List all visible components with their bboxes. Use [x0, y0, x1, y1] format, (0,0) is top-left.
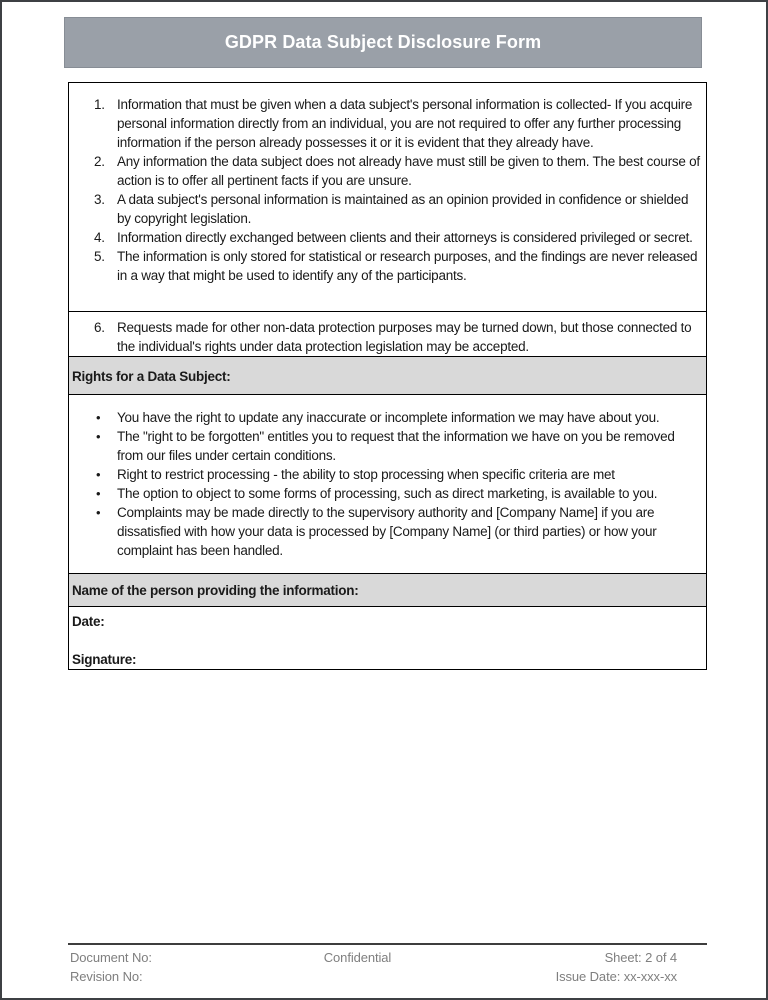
- document-title-bar: [64, 17, 702, 68]
- footer-row: [68, 948, 707, 967]
- list-number: 4.: [94, 230, 105, 245]
- list-number: 6.: [94, 320, 105, 335]
- bullet-icon: •: [96, 486, 101, 501]
- list-item: [69, 228, 702, 247]
- list-item-text: Requests made for other non-data protection purposes may be turned down, but those connected to the individual's rights under data protection legislation may be accepted.: [117, 320, 692, 354]
- list-item-text: The information is only stored for statistical or research purposes, and the findings are never released in a way that might be used to identify any of the participants.: [117, 249, 698, 283]
- signature-section: [69, 606, 706, 669]
- bullet-icon: •: [96, 505, 101, 520]
- list-number: 1.: [94, 97, 105, 112]
- list-item-text: Any information the data subject does not already have must still be given to them. The best course of action is to offer all pertinent facts if you are unsure.: [117, 154, 700, 188]
- list-item-text: You have the right to update any inaccurate or incomplete information we may have about you.: [117, 410, 660, 425]
- list-item: [69, 152, 702, 190]
- list-item: [69, 465, 702, 484]
- list-item: [69, 247, 702, 285]
- signature-label: Signature:: [72, 652, 137, 667]
- footer-confidential: Confidential: [323, 950, 392, 965]
- list-number: 3.: [94, 192, 105, 207]
- name-section-title: Name of the person providing the information:: [72, 583, 359, 598]
- footer-row: [68, 967, 707, 986]
- list-item-text: The option to object to some forms of processing, such as direct marketing, is available to you.: [117, 486, 658, 501]
- list-number: 5.: [94, 249, 105, 264]
- footer-issue-date: Issue Date: xx-xxx-xx: [555, 969, 677, 984]
- list-item-text: Information that must be given when a data subject's personal information is collected- If you acquire personal information directly from an individual, you are not required to offer any further processing information if the person already possesses it or it is evident that they already have.: [117, 97, 693, 150]
- bullet-icon: •: [96, 467, 101, 482]
- info-item-6-section: [69, 311, 706, 356]
- list-item: [69, 95, 702, 152]
- list-item: [69, 484, 702, 503]
- list-item-text: The "right to be forgotten" entitles you to request that the information we have on you be removed from our files under certain conditions.: [117, 429, 675, 463]
- footer-sheet: Sheet: 2 of 4: [604, 950, 677, 965]
- info-items-section: [69, 83, 706, 311]
- name-section-header: [69, 573, 706, 606]
- list-item: [69, 318, 702, 356]
- list-item-text: A data subject's personal information is maintained as an opinion provided in confidence or shielded by copyright legislation.: [117, 192, 689, 226]
- list-item: [69, 427, 702, 465]
- rights-bullet-list: [69, 394, 706, 573]
- footer-document-no: Document No:: [70, 950, 152, 965]
- list-item-text: Right to restrict processing - the ability to stop processing when specific criteria are met: [117, 467, 615, 482]
- disclosure-table: [68, 82, 707, 670]
- rights-section-title: Rights for a Data Subject:: [72, 369, 231, 384]
- list-item: [69, 503, 702, 560]
- bullet-icon: •: [96, 410, 101, 425]
- list-number: 2.: [94, 154, 105, 169]
- bullet-icon: •: [96, 429, 101, 444]
- document-title: GDPR Data Subject Disclosure Form: [224, 32, 542, 52]
- page-footer: [68, 943, 707, 986]
- footer-revision-no: Revision No:: [70, 969, 143, 984]
- list-item: [69, 408, 702, 427]
- list-item-text: Information directly exchanged between clients and their attorneys is considered privileged or secret.: [117, 230, 693, 245]
- list-item: [69, 190, 702, 228]
- list-item-text: Complaints may be made directly to the supervisory authority and [Company Name] if you are dissatisfied with how your data is processed by [Company Name] (or third parties) or how your complaint has been handled.: [117, 505, 657, 558]
- date-label: Date:: [72, 614, 105, 629]
- rights-section-header: [69, 356, 706, 394]
